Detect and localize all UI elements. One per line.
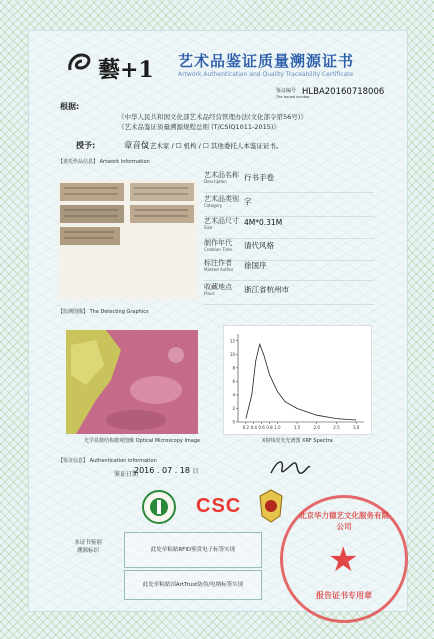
field-value: 徐国序 <box>244 261 267 270</box>
field-label-en: Description <box>204 179 227 184</box>
field-label-cn: 艺术品类别 <box>204 195 239 203</box>
basis-label: 根据: <box>60 102 80 111</box>
xrf-caption-cn: X射线荧光光谱图 <box>262 438 301 444</box>
field-label <box>204 217 239 230</box>
company-seal <box>280 495 408 623</box>
signature <box>268 455 312 481</box>
field-label <box>204 171 239 184</box>
serial-number: HLBA20160718006 <box>302 87 385 97</box>
field-value: 浙江省杭州市 <box>244 285 289 294</box>
serial-label-en: The issued number <box>276 95 310 99</box>
x-tick-label: 0.8 <box>266 425 273 430</box>
seal-star-icon: ★ <box>328 540 359 580</box>
x-tick-label: 3.0 <box>352 425 360 430</box>
micro-caption-en: Optical Microscopy Image <box>135 438 201 444</box>
xrf-caption <box>262 437 333 444</box>
auth-date <box>134 466 199 475</box>
field-label-cn: 艺术品名称 <box>204 171 239 179</box>
field-label-cn: 艺术品尺寸 <box>204 217 239 225</box>
y-tick-label: 4 <box>232 392 235 398</box>
field-label <box>204 283 232 296</box>
grant-label: 授予: <box>76 141 96 150</box>
field-label <box>204 195 239 208</box>
graphics-section-label <box>58 308 149 315</box>
field-value: 字 <box>244 197 252 206</box>
certificate-subtitle: Artwork Authentication and Quality Traceability Certificate <box>178 71 354 78</box>
basis-line-1: 《中华人民共和国文化部艺术品经营管理办法(文化部令第56号)》 <box>118 113 307 121</box>
x-tick-label: 0.4 <box>250 425 257 430</box>
field-label-en: Place <box>204 291 215 296</box>
y-tick-label: 6 <box>232 378 235 384</box>
serial-label-cn: 鉴证编号 <box>276 88 297 94</box>
x-tick-label: 0.6 <box>258 425 265 430</box>
artwork-section-label <box>58 158 150 165</box>
x-tick-label: 0.2 <box>242 425 250 430</box>
xrf-spectra-chart <box>223 325 372 435</box>
micro-caption-cn: 光学显微结构微观图像 <box>84 438 135 444</box>
grantee-name: 章音仪 <box>124 141 150 151</box>
field-category <box>204 194 374 217</box>
x-tick-label: 1.0 <box>274 425 281 430</box>
xrf-caption-en: XRF Spectra <box>302 438 333 444</box>
auth-section-en: Authentication information <box>89 458 157 464</box>
x-tick-label: 2.0 <box>313 425 320 430</box>
graphics-section-en: The Detecting Graphics <box>89 309 149 315</box>
anticounterfeit-box: 此处单粘贴国ArtTrust防伪/电纳标签实现 <box>124 570 262 600</box>
field-size <box>204 216 374 239</box>
basis-line-2: 《艺术品鉴证质量溯源规程总则 (T/CSIQ1011-2015)》 <box>118 123 280 131</box>
artwork-section-cn: 【委托作品信息】 <box>58 159 99 165</box>
auth-section-label <box>58 457 157 464</box>
field-value: 行书手卷 <box>244 173 274 182</box>
y-tick-label: 8 <box>232 365 235 371</box>
artwork-section-en: Artwork Information <box>99 159 150 165</box>
x-tick-label: 1.5 <box>293 425 301 430</box>
field-label-en: Marked Author <box>204 267 234 272</box>
seal-bottom-text: 报告证书专用章 <box>316 591 372 600</box>
brand-name: 藝+1 <box>98 57 154 83</box>
seal-top-text: 北京华力德艺文化服务有限公司 <box>299 511 389 531</box>
field-label-cn: 标注作者 <box>204 259 232 267</box>
x-tick-label: 2.5 <box>333 425 340 430</box>
field-label-en: Category <box>204 203 223 208</box>
field-value: 4M*0.31M <box>244 218 283 227</box>
authority-emblem-icon <box>142 490 176 524</box>
auth-date-unit: 日 <box>192 468 199 475</box>
grant-options: ☑ 艺术家 / ☐ 机构 / ☐ 其他委托人本鉴证证书。 <box>142 142 283 150</box>
field-label-cn: 制作年代 <box>204 239 232 247</box>
lab-emblem-icon <box>256 488 286 524</box>
field-label-en: Creation Time <box>204 247 232 252</box>
auth-section-cn: 【鉴证信息】 <box>58 458 89 464</box>
field-label <box>204 259 233 272</box>
field-label-cn: 收藏地点 <box>204 283 232 291</box>
field-value: 清代风格 <box>244 241 274 250</box>
field-label <box>204 239 232 252</box>
csc-logo: CSC <box>196 495 242 517</box>
micro-caption <box>84 437 200 444</box>
field-marked-author <box>204 258 374 281</box>
certificate-title: 艺术品鉴证质量溯源证书 <box>178 52 355 70</box>
rfid-box: 此处单粘贴RFID鉴赏电子标签实现 <box>124 532 262 568</box>
auth-date-value: 2016 . 07 . 18 <box>134 466 190 475</box>
field-description <box>204 170 374 193</box>
y-tick-label: 2 <box>232 405 235 411</box>
series-line <box>246 344 356 420</box>
auth-date-label: 鉴证日期 <box>114 471 139 478</box>
microscopy-image <box>66 330 198 434</box>
field-label-en: Size <box>204 225 213 230</box>
bottom-label: 本证书鉴别 溯源标识 <box>74 540 102 554</box>
artwork-photo <box>58 180 198 300</box>
field-place <box>204 282 374 305</box>
y-tick-label: 0 <box>232 419 235 425</box>
graphics-section-cn: 【监测图像】 <box>58 309 89 315</box>
y-tick-label: 12 <box>229 338 235 344</box>
brand-logo-icon <box>66 50 96 76</box>
y-tick-label: 10 <box>229 351 235 357</box>
